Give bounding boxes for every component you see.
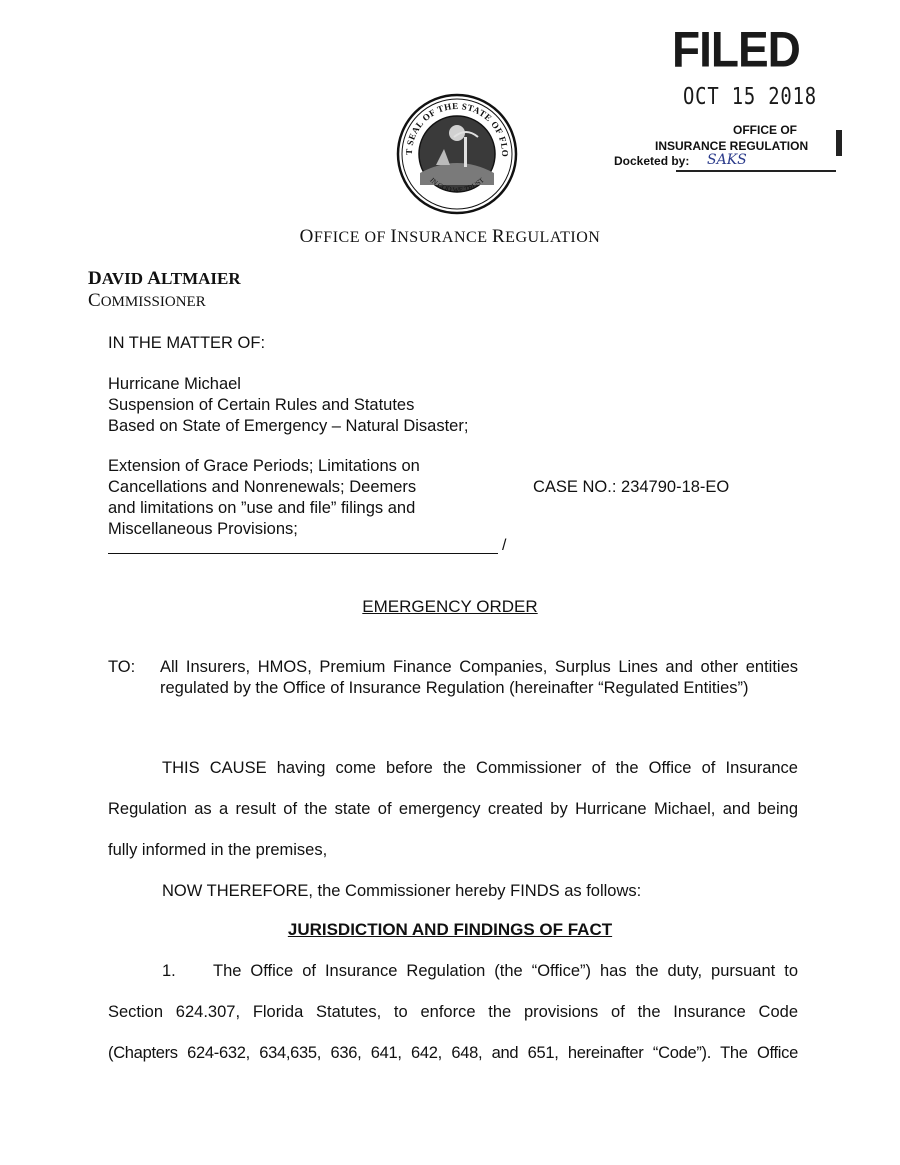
filed-stamp-office-name: INSURANCE REGULATION bbox=[655, 139, 809, 153]
matter-divider-slash: / bbox=[502, 537, 507, 554]
state-seal-icon bbox=[396, 93, 518, 215]
order-title: EMERGENCY ORDER bbox=[362, 597, 538, 616]
body-text-line: The Office of Insurance Regulation (the “Office”) has the duty, pursuant to bbox=[213, 962, 798, 980]
commissioner-title: COMMISSIONER bbox=[88, 290, 206, 311]
office-title: OFFICE OF INSURANCE REGULATION bbox=[299, 226, 601, 247]
body-text-line: THIS CAUSE having come before the Commissioner of the Office of Insurance bbox=[162, 759, 798, 777]
filed-stamp-date: OCT 15 2018 bbox=[683, 84, 817, 110]
paragraph-number: 1. bbox=[162, 962, 176, 980]
body-text-line: NOW THEREFORE, the Commissioner hereby FINDS as follows: bbox=[162, 882, 642, 900]
seal-label: T SEAL OF THE STATE OF FLO bbox=[403, 100, 511, 158]
matter-provisions: Extension of Grace Periods; Limitations on Cancellations and Nonrenewals; Deemers and limitations on ”use and file” filings and Miscellaneous Provisions; bbox=[108, 457, 420, 538]
matter-subject: Hurricane Michael Suspension of Certain Rules and Statutes Based on State of Emergency – Natural Disaster; bbox=[108, 375, 469, 435]
seal-motto: IN GOD WE TRUST bbox=[428, 176, 486, 195]
to-label: TO: bbox=[108, 658, 136, 676]
docketed-by-label: Docketed by: bbox=[614, 154, 690, 168]
to-recipients: All Insurers, HMOS, Premium Finance Companies, Surplus Lines and other entities regulated by the Office of Insurance Regulation (hereinafter “Regulated Entities”) bbox=[160, 658, 798, 697]
body-text-line: Regulation as a result of the state of emergency created by Hurricane Michael, and being bbox=[108, 800, 798, 818]
stamp-mark bbox=[836, 130, 842, 156]
body-text-line: Section 624.307, Florida Statutes, to enforce the provisions of the Insurance Code bbox=[108, 1003, 798, 1021]
section-heading: JURISDICTION AND FINDINGS OF FACT bbox=[287, 920, 613, 939]
body-text-line: fully informed in the premises, bbox=[108, 841, 328, 859]
filed-stamp-office: OFFICE OF bbox=[733, 123, 797, 137]
body-text-line: (Chapters 624-632, 634,635, 636, 641, 642, 648, and 651, hereinafter “Code”). The Office bbox=[108, 1044, 798, 1062]
docketed-signature-line bbox=[676, 170, 836, 172]
commissioner-name: DAVID ALTMAIER bbox=[88, 268, 241, 289]
matter-label: IN THE MATTER OF: bbox=[108, 334, 266, 352]
filed-stamp-title: FILED bbox=[672, 20, 800, 78]
case-number: CASE NO.: 234790-18-EO bbox=[533, 478, 730, 496]
docketed-signature: SAKS bbox=[707, 152, 747, 168]
matter-divider-line bbox=[108, 553, 498, 554]
